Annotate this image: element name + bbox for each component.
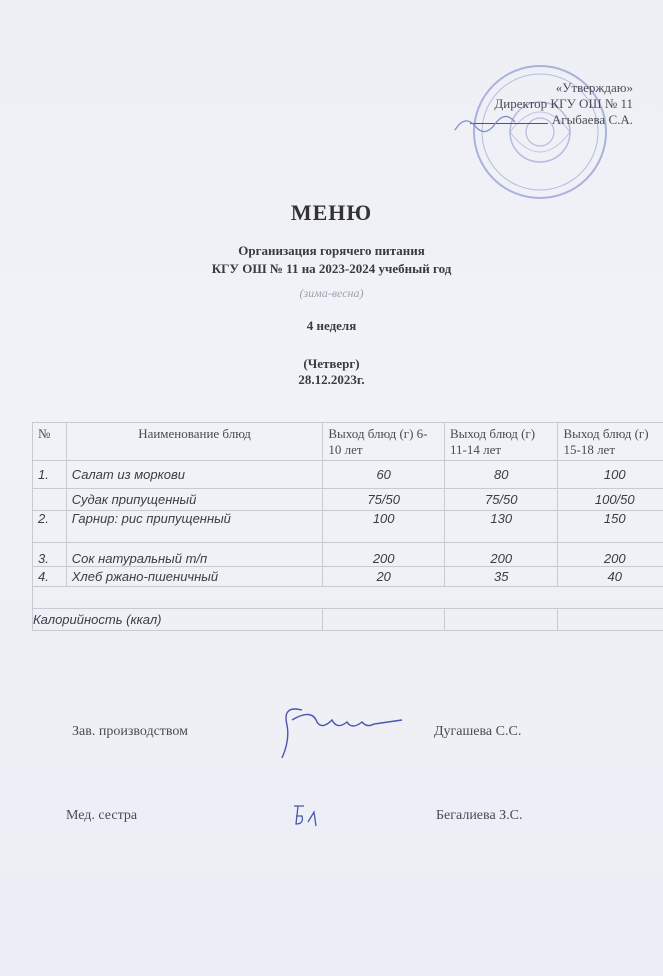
portion-6-10: 60 xyxy=(323,461,445,489)
approval-label: «Утверждаю» xyxy=(555,80,633,95)
portion-11-14: 80 xyxy=(445,461,558,489)
row-num: 3. xyxy=(33,543,67,567)
col-header-num: № xyxy=(33,423,67,461)
table-header-row xyxy=(33,423,663,461)
portion-15-18: 150 xyxy=(558,511,663,543)
nurse-signature xyxy=(290,802,322,828)
calories-11-14 xyxy=(445,609,558,631)
portion-11-14: 75/50 xyxy=(445,489,558,511)
dish-name: Хлеб ржано-пшеничный xyxy=(66,567,323,587)
col-header-name: Наименование блюд xyxy=(66,423,323,461)
row-num xyxy=(33,489,67,511)
nurse-role: Мед. сестра xyxy=(66,808,138,823)
approval-name: Агыбаева С.А. xyxy=(551,112,633,127)
portion-15-18: 100 xyxy=(558,461,663,489)
nurse-name: Бегалиева З.С. xyxy=(436,808,523,823)
portion-11-14: 130 xyxy=(445,511,558,543)
portion-11-14: 200 xyxy=(445,543,558,567)
portion-15-18: 100/50 xyxy=(558,489,663,511)
portion-15-18: 200 xyxy=(558,543,663,567)
portion-6-10: 200 xyxy=(323,543,445,567)
dish-name: Гарнир: рис припущенный xyxy=(66,511,323,543)
production-head-role: Зав. производством xyxy=(72,724,189,739)
menu-table xyxy=(32,422,663,631)
row-num: 4. xyxy=(33,567,67,587)
director-signature xyxy=(450,112,520,136)
empty-cell xyxy=(33,587,663,609)
calories-6-10 xyxy=(323,609,445,631)
table-row xyxy=(33,543,663,567)
portion-15-18: 40 xyxy=(558,567,663,587)
table-empty-row xyxy=(33,587,663,609)
approval-position: Директор КГУ ОШ № 11 xyxy=(494,96,633,111)
week-label: 4 неделя xyxy=(306,318,357,333)
subtitle-organization: Организация горячего питания xyxy=(238,243,425,258)
portion-6-10: 20 xyxy=(323,567,445,587)
row-num: 2. xyxy=(33,511,67,543)
table-row xyxy=(33,489,663,511)
col-header-6-10: Выход блюд (г) 6-10 лет xyxy=(323,423,445,461)
day-label: (Четверг) xyxy=(303,356,360,371)
season-label: (зима-весна) xyxy=(299,286,364,300)
row-num: 1. xyxy=(33,461,67,489)
portion-6-10: 100 xyxy=(323,511,445,543)
dish-name: Судак припущенный xyxy=(66,489,323,511)
portion-6-10: 75/50 xyxy=(323,489,445,511)
table-row xyxy=(33,461,663,489)
table-row xyxy=(33,511,663,543)
production-head-name: Дугашева С.С. xyxy=(434,724,522,739)
dish-name: Салат из моркови xyxy=(66,461,323,489)
calories-label: Калорийность (ккал) xyxy=(33,609,323,631)
col-header-11-14: Выход блюд (г) 11-14 лет xyxy=(445,423,558,461)
date-label: 28.12.2023г. xyxy=(298,372,365,387)
table-row xyxy=(33,567,663,587)
calories-15-18 xyxy=(558,609,663,631)
col-header-15-18: Выход блюд (г) 15-18 лет xyxy=(558,423,663,461)
portion-11-14: 35 xyxy=(445,567,558,587)
production-head-signature xyxy=(262,700,412,762)
calories-row xyxy=(33,609,663,631)
page-title: МЕНЮ xyxy=(290,200,373,225)
subtitle-school-year: КГУ ОШ № 11 на 2023-2024 учебный год xyxy=(211,261,452,276)
dish-name: Сок натуральный т/п xyxy=(66,543,323,567)
